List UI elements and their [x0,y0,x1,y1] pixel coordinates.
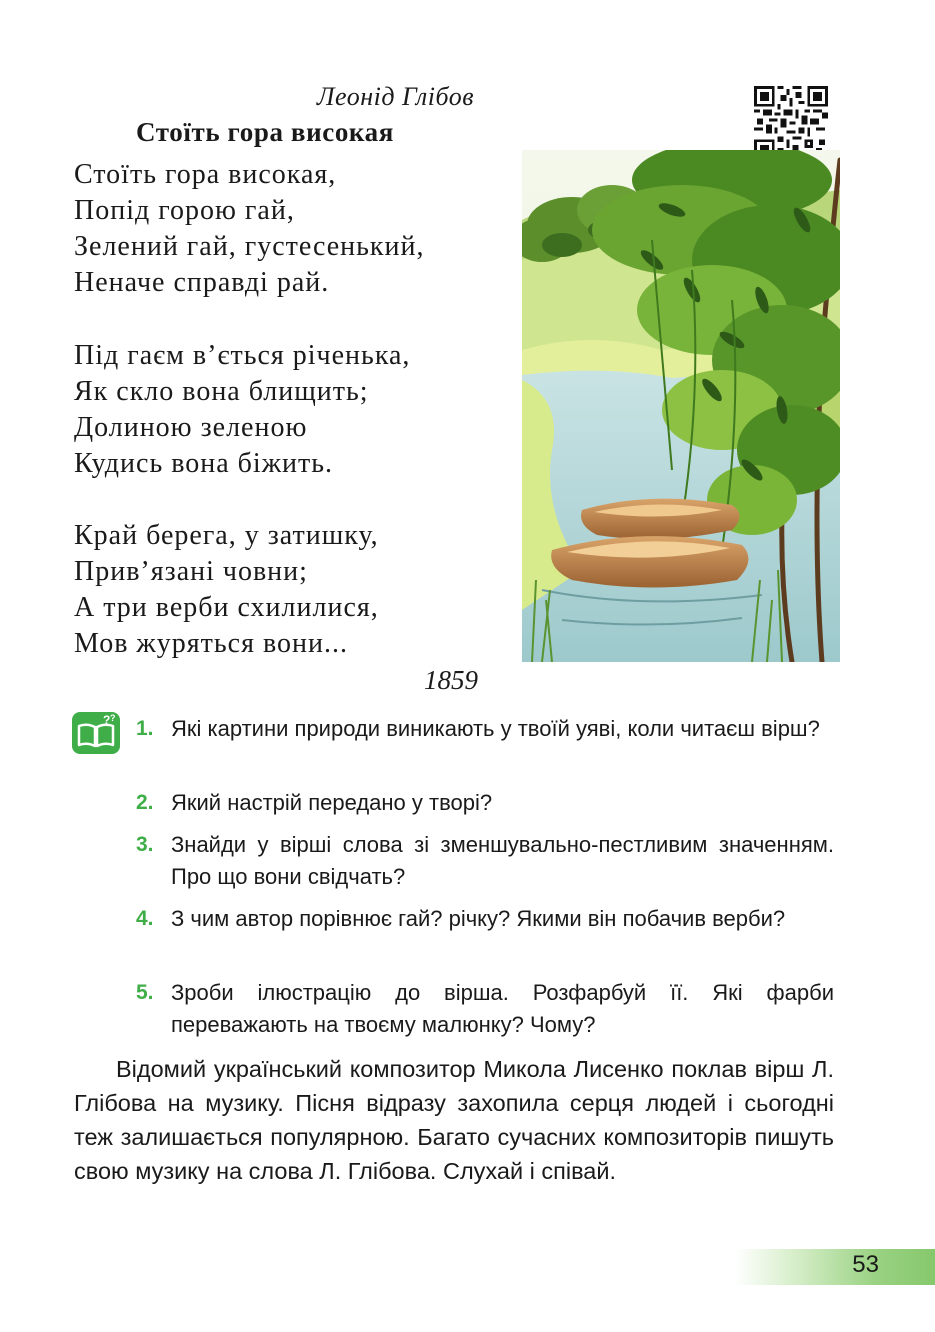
poem-stanza [74,518,514,662]
poem-line: Мов журяться вони... [74,628,348,659]
question-number: 1. [136,717,154,740]
page-number: 53 [852,1251,879,1278]
question-number: 2. [136,791,154,814]
question-text: Знайди у вірші слова зі зменшувально-пестливим значенням. Про що вони свідчать? [171,832,834,889]
poem-line: Кудись вона біжить. [74,448,334,479]
question-item [136,977,834,1041]
poem-line: Прив’язані човни; [74,556,308,587]
question-item [136,787,834,819]
question-text: Який настрій передано у творі? [171,790,493,815]
question-text: Зроби ілюстрацію до вірша. Розфарбуй її. Які фарби переважають на твоєму малюнку? Чому? [171,980,834,1037]
poem-line: Як скло вона блищить; [74,376,369,407]
poem-stanza [74,338,514,482]
question-number: 3. [136,833,154,856]
question-number: 4. [136,907,154,930]
poem-stanza [74,157,514,301]
poem-line: Попід горою гай, [74,195,295,226]
poem-line: Долиною зеленою [74,412,308,443]
poem-line: Край берега, у затишку, [74,520,379,551]
poem-line: Під гаєм в’ється річенька, [74,340,411,371]
svg-text:?: ? [103,713,111,727]
question-item [136,829,834,893]
book-question-icon [72,712,120,754]
info-paragraph: Відомий український композитор Микола Лисенко поклав вірш Л. Глібова на музику. Пісня відразу захопила серця людей і сьогодні теж залишається популярною. Багато сучасних композиторів пишуть свою музику на слова Л. Глібова. Слухай і співай. [74,1056,834,1184]
poem-year: 1859 [424,665,478,695]
question-item [136,903,834,935]
poem-title: Стоїть гора високая [136,117,394,147]
question-text: З чим автор порівнює гай? річку? Якими він побачив верби? [171,906,786,931]
page-number-band [735,1249,935,1285]
question-text: Які картини природи виникають у твоїй уяві, коли читаєш вірш? [171,716,820,741]
svg-text:?: ? [110,713,116,723]
question-item [136,713,834,745]
poem-author: Леонід Глібов [316,82,474,111]
poem-line: Неначе справді рай. [74,267,330,298]
poem-line: Зелений гай, густесенький, [74,231,425,262]
poem-line: Стоїть гора високая, [74,159,337,190]
question-number: 5. [136,981,154,1004]
willow-river-boats-illustration [522,150,840,662]
poem-line: А три верби схилилися, [74,592,379,623]
qr-code-icon[interactable] [754,86,828,160]
